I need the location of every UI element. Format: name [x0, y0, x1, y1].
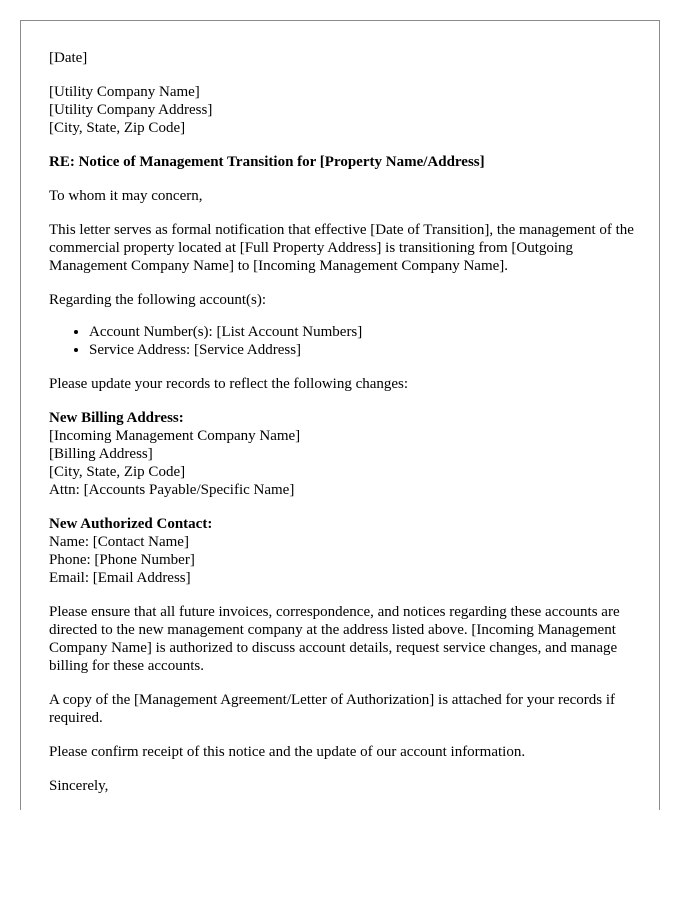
update-intro: Please update your records to reflect the following changes:	[49, 376, 409, 392]
contact-email: Email: [Email Address]	[49, 570, 191, 586]
contact-heading: New Authorized Contact:	[49, 516, 213, 532]
letter-body	[49, 49, 639, 810]
closing: Sincerely,	[49, 778, 109, 794]
billing-city: [City, State, Zip Code]	[49, 464, 186, 480]
intro-paragraph: This letter serves as formal notification that effective [Date of Transition], the management of the commercial property located at [Full Property Address] is transitioning from [Outgoing Management Company Name] to [Incoming Management Company Name].	[49, 222, 634, 274]
billing-address: [Billing Address]	[49, 446, 153, 462]
accounts-intro: Regarding the following account(s):	[49, 292, 267, 308]
list-item: • Account Number(s): [List Account Numbers]	[89, 323, 639, 341]
billing-attn: Attn: [Accounts Payable/Specific Name]	[49, 482, 295, 498]
accounts-list	[49, 323, 639, 359]
subject-line: RE: Notice of Management Transition for [Property Name/Address]	[49, 154, 485, 170]
contact-phone: Phone: [Phone Number]	[49, 552, 195, 568]
ensure-paragraph: Please ensure that all future invoices, correspondence, and notices regarding these accounts are directed to the new management company at the address listed above. [Incoming Management Company Name] is authorized to discuss account details, request service changes, and manage billing for these accounts.	[49, 604, 620, 674]
recipient-block	[49, 83, 639, 137]
billing-block	[49, 409, 639, 499]
contact-name: Name: [Contact Name]	[49, 534, 189, 550]
billing-heading: New Billing Address:	[49, 410, 184, 426]
recipient-name: [Utility Company Name]	[49, 84, 200, 100]
letter-date: [Date]	[49, 50, 88, 66]
billing-company: [Incoming Management Company Name]	[49, 428, 301, 444]
list-item: • Service Address: [Service Address]	[89, 341, 639, 359]
confirm-paragraph: Please confirm receipt of this notice and the update of our account information.	[49, 744, 526, 760]
recipient-address: [Utility Company Address]	[49, 102, 213, 118]
contact-block	[49, 515, 639, 587]
recipient-city: [City, State, Zip Code]	[49, 120, 186, 136]
letter-page	[20, 20, 660, 810]
attachment-paragraph: A copy of the [Management Agreement/Letter of Authorization] is attached for your records if required.	[49, 692, 616, 726]
salutation: To whom it may concern,	[49, 188, 203, 204]
